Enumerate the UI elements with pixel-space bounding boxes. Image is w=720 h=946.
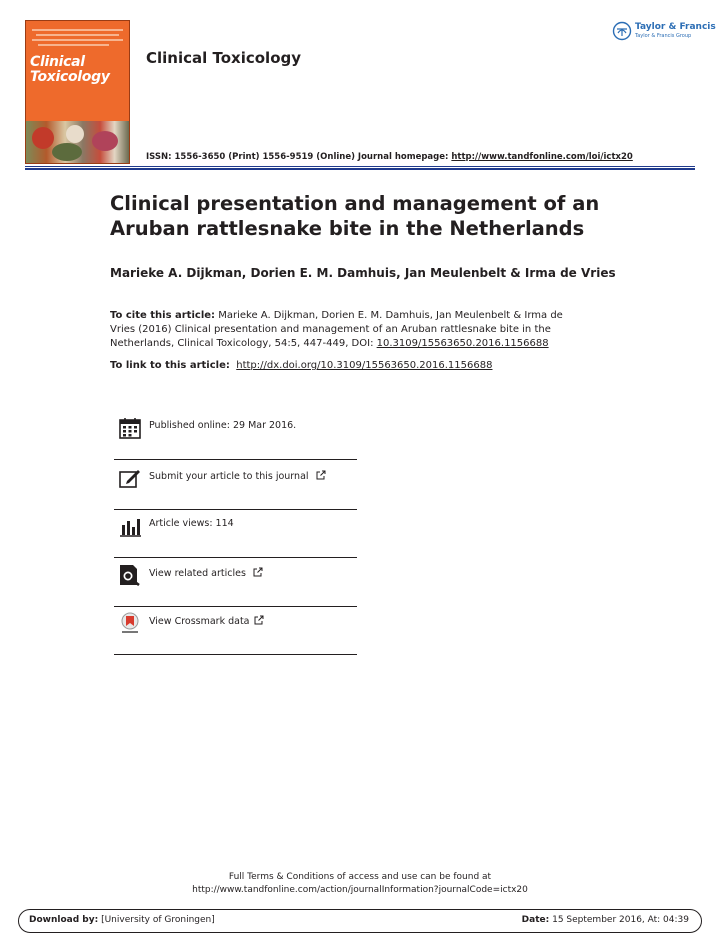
header-rule [25, 166, 695, 167]
article-link-label: To link to this article: [110, 360, 230, 371]
date-label: Date: [521, 915, 550, 925]
cover-fine-print [32, 29, 123, 31]
publisher-logo-icon [612, 21, 632, 41]
terms-url[interactable]: http://www.tandfonline.com/action/journalInformation?journalCode=ictx20 [192, 885, 528, 895]
issn-text: ISSN: 1556-3650 (Print) 1556-9519 (Online) Journal homepage: [146, 152, 452, 162]
cover-fine-print [36, 34, 119, 36]
cover-photo [26, 121, 129, 163]
article-link-line [110, 360, 492, 371]
external-link-icon [254, 615, 264, 625]
article-link-url[interactable]: http://dx.doi.org/10.3109/15563650.2016.1156688 [236, 360, 493, 371]
cover-fine-print [32, 39, 123, 41]
download-label: Download by: [29, 915, 99, 925]
search-related-icon [119, 564, 141, 586]
bar-chart-icon [119, 515, 141, 537]
publisher-logo[interactable] [612, 21, 716, 43]
publisher-name: Taylor & Francis [635, 22, 716, 32]
publisher-group: Taylor & Francis Group [635, 33, 692, 39]
submit-article-row[interactable] [114, 460, 357, 510]
cover-title: Clinical Toxicology [30, 54, 110, 85]
submit-edit-icon [119, 467, 141, 489]
download-footer [18, 909, 702, 933]
date-value: 15 September 2016, At: 04:39 [552, 915, 689, 925]
download-date [522, 915, 689, 925]
header-rule-thick [25, 168, 695, 170]
calendar-icon [119, 417, 141, 439]
terms-notice [0, 871, 720, 897]
terms-line: Full Terms & Conditions of access and use can be found at [228, 872, 492, 882]
crossmark-icon [119, 612, 141, 634]
crossmark-link[interactable]: View Crossmark data [149, 615, 264, 627]
article-views-row [114, 508, 357, 558]
external-link-icon [253, 567, 263, 577]
article-authors: Marieke A. Dijkman, Dorien E. M. Damhuis, Jan Meulenbelt & Irma de Vries [110, 266, 616, 280]
download-value: [University of Groningen] [101, 915, 215, 925]
crossmark-row[interactable] [114, 605, 357, 655]
citation-label: To cite this article: [110, 310, 216, 321]
citation-block [110, 309, 590, 351]
published-online-row [114, 410, 357, 460]
article-title: Clinical presentation and management of an Aruban rattlesnake bite in the Netherlands [110, 192, 600, 240]
journal-issn-line [146, 152, 633, 162]
row-divider [114, 654, 357, 655]
submit-article-link[interactable]: Submit your article to this journal [149, 470, 326, 482]
external-link-icon [316, 470, 326, 480]
journal-cover-image [25, 20, 130, 164]
journal-homepage-link[interactable]: http://www.tandfonline.com/loi/ictx20 [451, 152, 633, 162]
journal-name: Clinical Toxicology [146, 49, 302, 67]
citation-text: Marieke A. Dijkman, Dorien E. M. Damhuis, Jan Meulenbelt & Irma de Vries (2016) Clinical presentation and management of an Aruban rattlesnake bite in the Netherlands, Clinical Toxicology, 54:5, 447-449, DOI: [110, 310, 563, 349]
related-articles-link[interactable]: View related articles [149, 567, 263, 579]
published-online-text: Published online: 29 Mar 2016. [149, 420, 297, 431]
cover-fine-print [38, 44, 109, 46]
related-articles-row[interactable] [114, 557, 357, 607]
citation-doi-link[interactable]: 10.3109/15563650.2016.1156688 [376, 338, 549, 349]
download-by [29, 915, 215, 925]
article-views-text: Article views: 114 [149, 518, 234, 529]
